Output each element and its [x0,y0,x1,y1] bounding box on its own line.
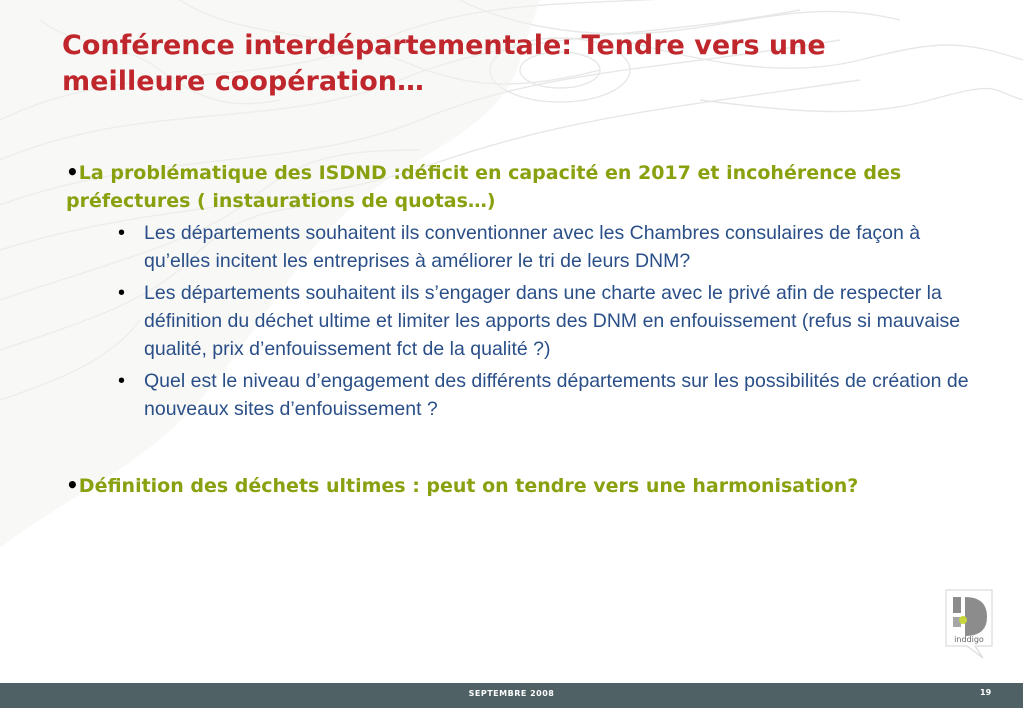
bullet-marker: • [118,370,126,392]
footer-date: SEPTEMBRE 2008 [468,689,555,698]
bullet-definition-text: Définition des déchets ultimes : peut on tendre vers une harmonisation? [78,475,859,497]
list-item-text: Les départements souhaitent ils s’engager dans une charte avec le privé afin de respecter la définition du déchet ultime et limiter les apports des DNM en enfouissement (refus si mauvaise qualité, prix d’enfouissement fct de la qualité ?) [144,282,961,360]
list-item [118,219,986,275]
sub-bullet-list [66,219,986,423]
list-item-text: Quel est le niveau d’engagement des différents départements sur les possibilités de création de nouveaux sites d’enfouissement ? [144,370,969,420]
page-number: 19 [980,688,992,697]
slide-title: Conférence interdépartementale: Tendre vers une meilleure coopération… [62,30,826,97]
inddigo-logo [943,588,995,660]
list-item [118,367,986,423]
logo-text: inddigo [954,635,984,644]
bullet-marker: • [118,282,126,304]
bullet-marker: • [66,473,79,497]
bullet-definition [66,471,986,500]
bullet-marker: • [118,222,126,244]
footer-bar [0,683,1023,708]
bullet-marker: • [66,160,79,184]
bullet-isdnd-text: La problématique des ISDND :déficit en capacité en 2017 et incohérence des préfectures ( instaurations de quotas…) [66,162,902,212]
slide-content [66,158,986,500]
bullet-isdnd [66,158,986,215]
list-item-text: Les départements souhaitent ils conventionner avec les Chambres consulaires de façon à qu’elles incitent les entreprises à améliorer le tri de leurs DNM? [144,222,921,272]
list-item [118,279,986,363]
